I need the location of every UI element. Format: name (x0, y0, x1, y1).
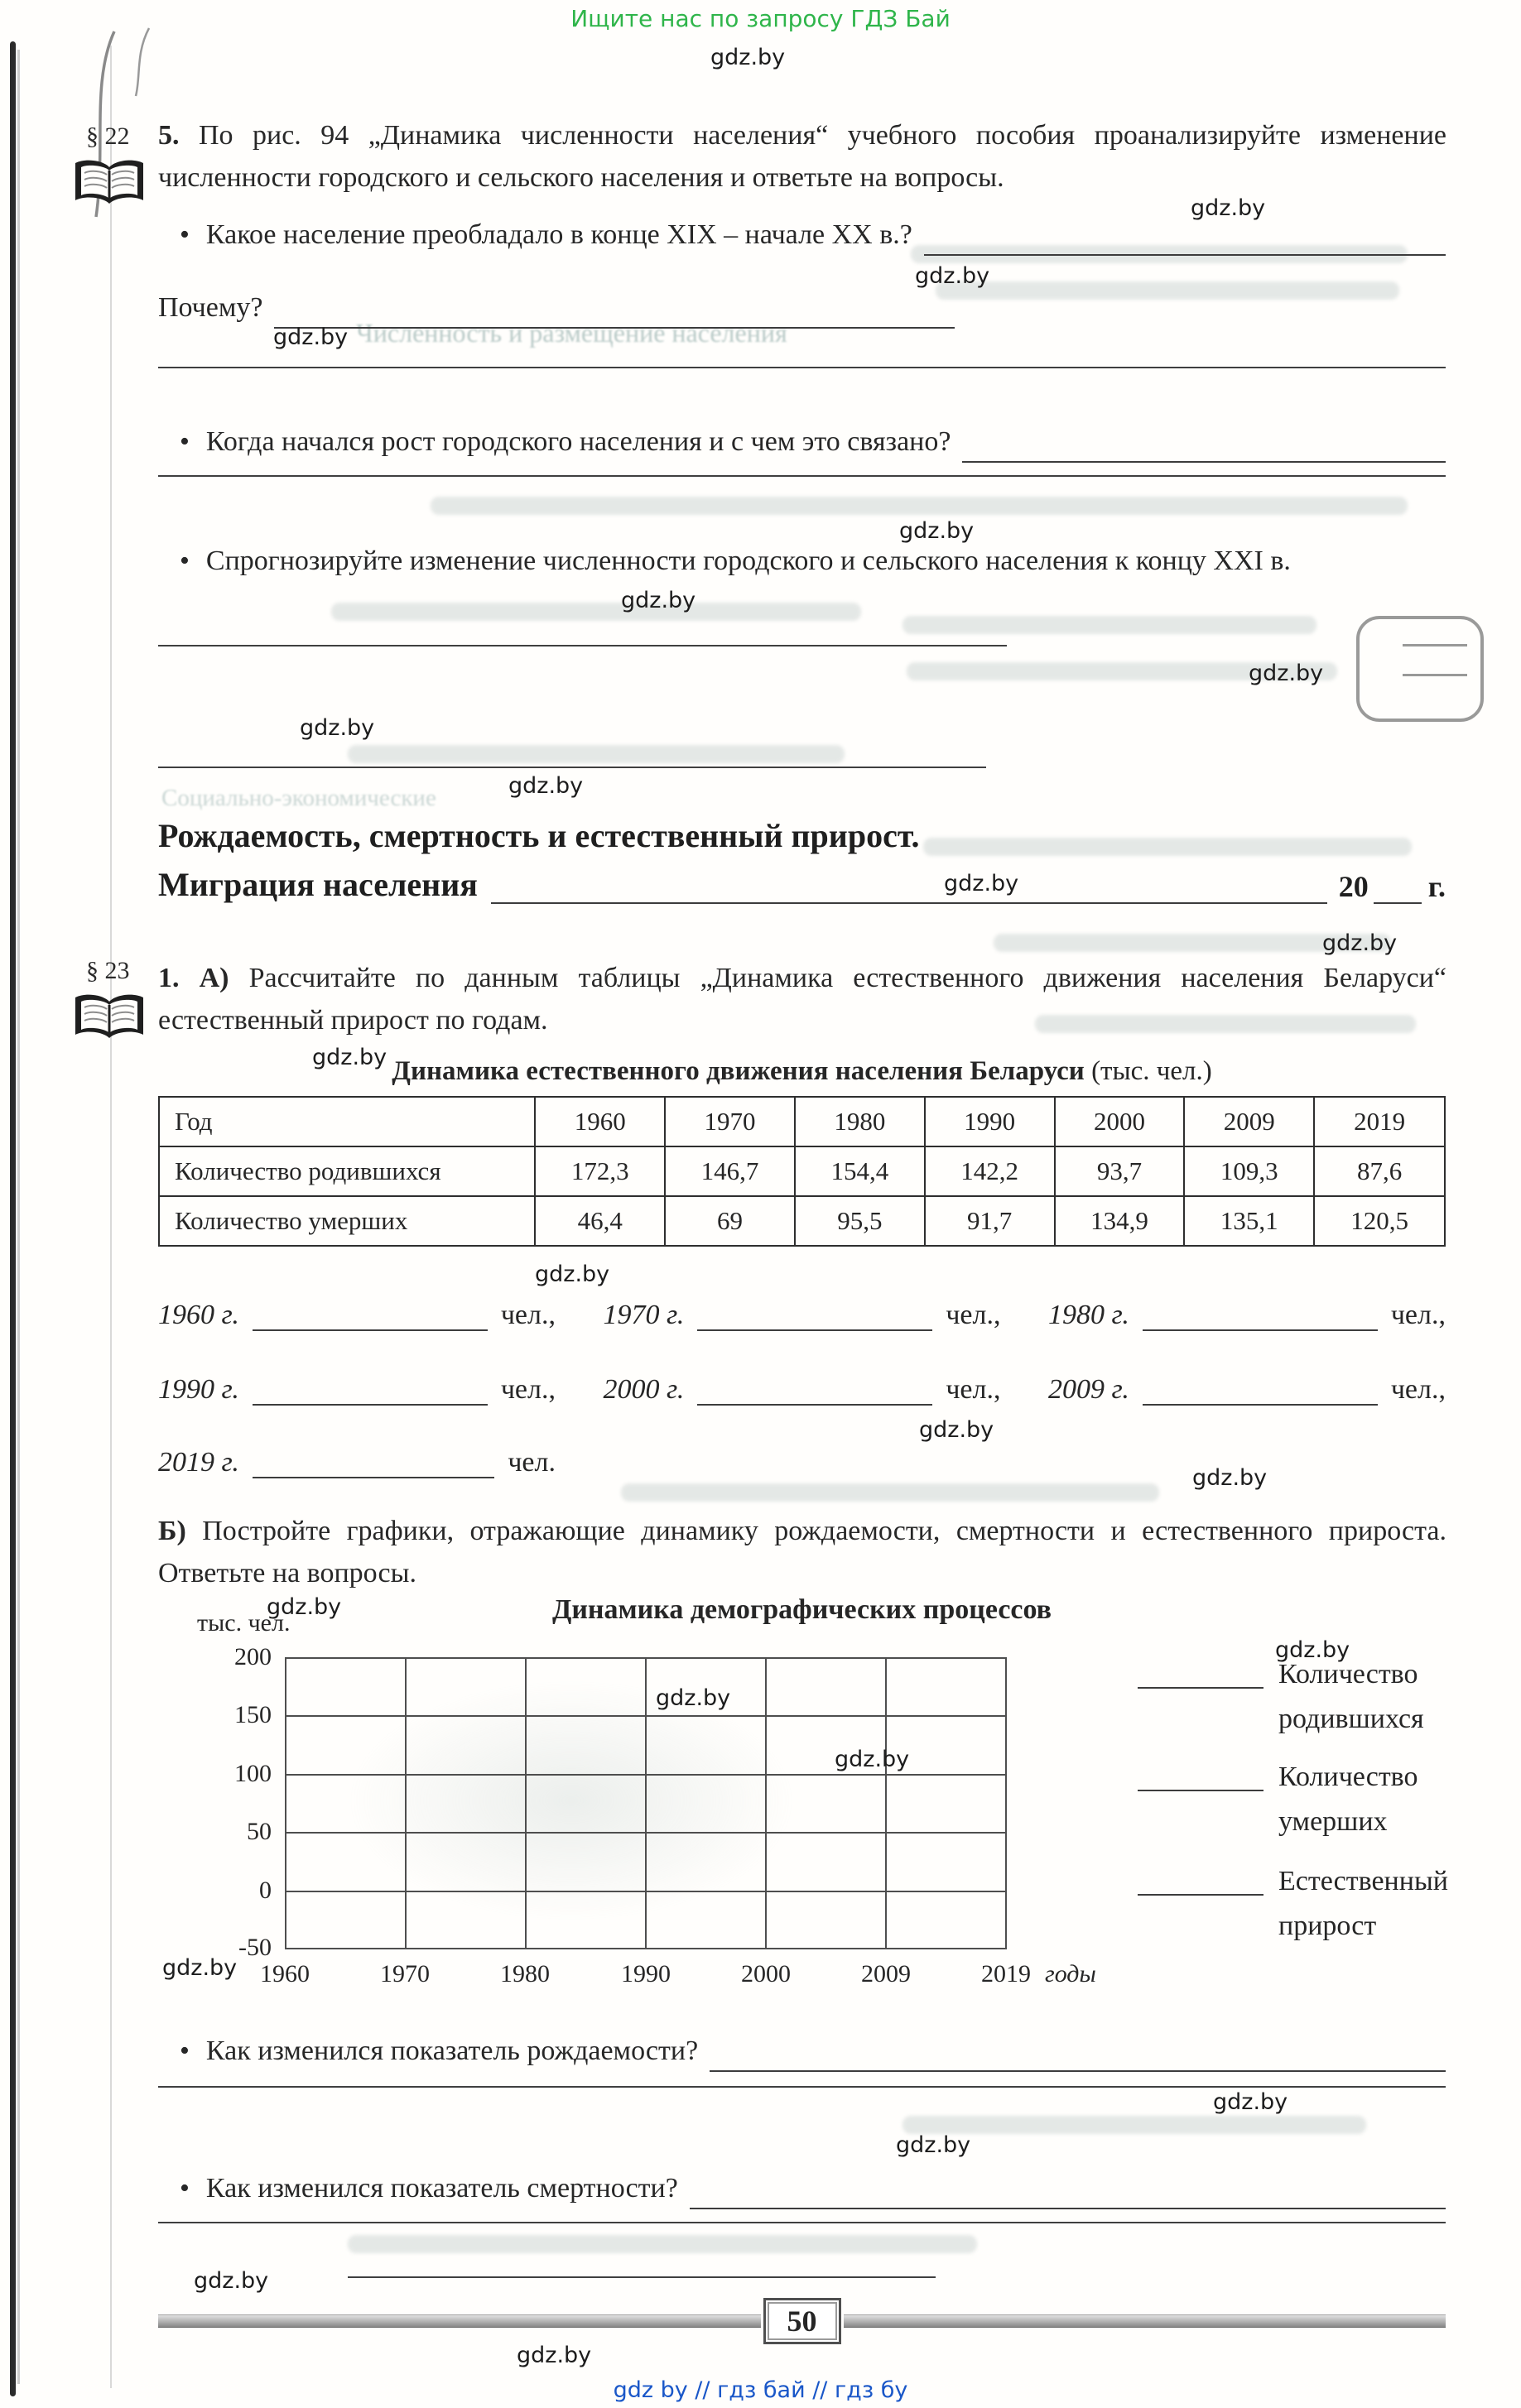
task5-number: 5. (158, 120, 180, 151)
page-edge-soft (17, 50, 20, 2384)
bullet-marker: • (180, 546, 190, 576)
gdz-watermark: gdz.by (194, 2268, 269, 2294)
gdz-watermark: gdz.by (312, 1045, 387, 1070)
blanks-row-1 (158, 1296, 1446, 1331)
table-cell: 142,2 (925, 1146, 1055, 1196)
chart-grid (285, 1657, 1007, 1949)
task1b-label: Б) (158, 1516, 186, 1546)
table-cell: 134,9 (1055, 1196, 1185, 1246)
table-header-cell: Год (159, 1097, 535, 1146)
task1b-text: Постройте графики, отражающие динамику рождаемости, смертности и естественного прироста. Ответьте на вопросы. (158, 1516, 1446, 1589)
topic-title-row2 (158, 863, 1446, 904)
legend-text: Количество (1278, 1762, 1418, 1792)
gdz-watermark: gdz.by (1249, 661, 1324, 686)
task1b-paragraph (158, 1510, 1446, 1594)
gdz-watermark: gdz.by (896, 2132, 971, 2158)
unit-label: чел. (508, 1447, 556, 1478)
task1-number: 1. (158, 963, 180, 993)
table-cell: 69 (665, 1196, 795, 1246)
table-header-cell: 1960 (535, 1097, 665, 1146)
bullet-marker: • (180, 2036, 190, 2066)
gdz-watermark: gdz.by (710, 45, 786, 70)
table-title-text: Динамика естественного движения населения Беларуси (392, 1056, 1085, 1086)
table-row-label: Количество родившихся (159, 1146, 535, 1196)
answer-line (158, 767, 986, 768)
bullet-marker: • (180, 2173, 190, 2204)
question-text: Почему? (158, 292, 263, 323)
answer-blank (253, 1296, 488, 1331)
chart-title: Динамика демографических процессов (551, 1594, 1052, 1625)
topic-title-line1: Рождаемость, смертность и естественный прирост. (158, 817, 920, 854)
answer-blank (924, 219, 1446, 256)
x-tick: 2000 (741, 1960, 791, 1987)
question-birth-rate (180, 2030, 1446, 2072)
x-tick: 1960 (260, 1960, 310, 1987)
bleed-through-text (936, 281, 1399, 300)
blanks-row-2 (158, 1371, 1446, 1406)
question-text: Какое население преобладало в конце XIX – начале XX в.? (205, 219, 912, 250)
gdz-watermark: gdz.by (508, 773, 584, 799)
section-23-label: § 23 (86, 957, 130, 984)
topic-title-line2: Миграция населения (158, 866, 478, 903)
bleed-through-line: Социально-экономические (161, 785, 436, 811)
legend-text: Естественный (1278, 1866, 1448, 1896)
year-blank-group (604, 1296, 1001, 1331)
unit-label: чел., (946, 1374, 1001, 1405)
year-blank (1374, 863, 1422, 904)
legend-text: Количество (1278, 1659, 1418, 1689)
year-blank-group (158, 1296, 556, 1331)
gdz-watermark: gdz.by (1322, 930, 1398, 956)
gdz-watermark: gdz.by (273, 324, 349, 350)
legend-line-blank (1138, 1859, 1263, 1896)
gdz-watermark: gdz.by (1192, 1465, 1268, 1491)
year-blank-group (604, 1371, 1001, 1406)
legend-label (1278, 1652, 1424, 1742)
question-text: Как изменился показатель смертности? (205, 2173, 678, 2204)
bleed-through-text (348, 745, 845, 763)
table-cell: 154,4 (795, 1146, 925, 1196)
table-header-cell: 1980 (795, 1097, 925, 1146)
task5-question-3 (180, 540, 1446, 582)
answer-line (158, 367, 1446, 368)
bleed-through-text (348, 2235, 977, 2253)
legend-entry-deaths (1138, 1755, 1418, 1844)
question-text: Спрогнозируйте изменение численности городского и сельского населения к концу XXI в. (205, 546, 1291, 576)
legend-text: родившихся (1278, 1704, 1424, 1734)
question-text: Как изменился показатель рождаемости? (205, 2036, 699, 2066)
answer-blank (1143, 1371, 1378, 1406)
answer-line (158, 645, 1007, 646)
bleed-through-text (923, 838, 1412, 856)
year-blank-group (158, 1444, 556, 1478)
table-row-label: Количество умерших (159, 1196, 535, 1246)
table-cell: 87,6 (1314, 1146, 1445, 1196)
table-header-cell: 2000 (1055, 1097, 1185, 1146)
legend-entry-natural-increase (1138, 1859, 1448, 1949)
gdz-watermark: gdz.by (300, 715, 375, 741)
gdz-watermark: gdz.by (1191, 195, 1266, 221)
answer-blank (710, 2036, 1446, 2072)
bullet-marker: • (180, 219, 190, 250)
legend-line-blank (1138, 1755, 1263, 1791)
year-prefix: 20 (1338, 870, 1369, 903)
task5-question-2 (180, 421, 1446, 463)
y-tick: 100 (234, 1760, 272, 1787)
legend-line-blank (1138, 1652, 1263, 1689)
answer-blank (690, 2173, 1446, 2209)
top-banner: Ищите нас по запросу ГДЗ Бай (570, 5, 951, 32)
open-book-icon (71, 157, 147, 210)
gdz-watermark: gdz.by (162, 1955, 238, 1981)
y-tick: 150 (234, 1701, 272, 1728)
answer-blank (253, 1444, 495, 1478)
answer-blank (274, 292, 955, 329)
table-cell: 120,5 (1314, 1196, 1445, 1246)
task1a-text: Рассчитайте по данным таблицы „Динамика естественного движения населения Беларуси“ естественный прирост по годам. (158, 963, 1447, 1036)
section-22-label: § 22 (86, 123, 130, 150)
year-blank-group (1048, 1371, 1446, 1406)
year-blank-group (158, 1371, 556, 1406)
table-cell: 172,3 (535, 1146, 665, 1196)
year-label: 2019 г. (158, 1447, 239, 1478)
year-label: 2000 г. (603, 1374, 685, 1405)
bullet-marker: • (180, 426, 190, 457)
year-label: 1990 г. (158, 1374, 239, 1405)
y-tick: 0 (259, 1877, 272, 1904)
answer-blank (962, 426, 1446, 463)
table-header-cell: 1990 (925, 1097, 1055, 1146)
ribbon-bar (844, 2314, 1446, 2328)
y-tick: 50 (247, 1818, 272, 1845)
answer-line (348, 2276, 936, 2278)
gdz-watermark: gdz.by (621, 588, 696, 613)
unit-label: чел., (1390, 1374, 1446, 1405)
y-tick: -50 (238, 1934, 272, 1961)
bleed-through-text (431, 497, 1408, 515)
legend-text: умерших (1278, 1806, 1388, 1837)
ribbon-bar (158, 2314, 761, 2328)
answer-line (158, 2222, 1446, 2223)
x-tick: 1990 (621, 1960, 671, 1987)
answer-blank (697, 1296, 932, 1331)
x-tick: 1980 (500, 1960, 550, 1987)
gdz-watermark: gdz.by (535, 1262, 610, 1287)
gdz-watermark: gdz.by (656, 1685, 731, 1711)
bleed-through-frame-corner (1356, 616, 1484, 722)
open-book-icon (71, 992, 147, 1045)
population-dynamics-table (158, 1096, 1446, 1247)
gdz-watermark: gdz.by (899, 518, 975, 544)
task5-question-1-why (158, 286, 955, 329)
gdz-watermark: gdz.by (919, 1417, 994, 1443)
table-header-cell: 2019 (1314, 1097, 1445, 1146)
gdz-watermark: gdz.by (915, 263, 990, 289)
gdz-watermark: gdz.by (1275, 1637, 1350, 1663)
bleed-through-heading: Численность и размещение населения (356, 318, 787, 348)
unit-label: чел., (500, 1300, 556, 1330)
question-death-rate (180, 2167, 1446, 2209)
date-blank (491, 863, 1327, 904)
answer-blank (697, 1371, 932, 1406)
year-label: 1980 г. (1048, 1300, 1129, 1330)
page-number: 50 (763, 2298, 841, 2344)
table-cell: 135,1 (1184, 1196, 1314, 1246)
legend-label (1278, 1859, 1448, 1949)
table-cell: 91,7 (925, 1196, 1055, 1246)
y-axis-label: тыс. чел. (197, 1609, 291, 1637)
table-cell: 95,5 (795, 1196, 925, 1246)
table-cell: 93,7 (1055, 1146, 1185, 1196)
answer-blank (1143, 1296, 1378, 1331)
table-header-cell: 2009 (1184, 1097, 1314, 1146)
bleed-through-text (902, 616, 1316, 634)
year-suffix: г. (1427, 870, 1446, 903)
task1a-paragraph (158, 957, 1446, 1041)
year-label: 2009 г. (1048, 1374, 1129, 1405)
gdz-watermark: gdz.by (1213, 2089, 1288, 2115)
footer-links[interactable]: gdz by // гдз бай // гдз бу (613, 2377, 908, 2403)
page-footer-ribbon (158, 2298, 1446, 2344)
page-edge-shadow (10, 41, 16, 2396)
legend-label (1278, 1755, 1418, 1844)
x-tick: 2009 (861, 1960, 911, 1987)
unit-label: чел., (946, 1300, 1001, 1330)
gdz-watermark: gdz.by (835, 1747, 910, 1772)
gdz-watermark: gdz.by (267, 1594, 342, 1620)
answer-line (158, 475, 1446, 477)
gdz-watermark: gdz.by (944, 871, 1019, 896)
question-text: Когда начался рост городского населения и с чем это связано? (205, 426, 951, 457)
year-label: 1970 г. (603, 1300, 685, 1330)
bleed-through-text (621, 1483, 1159, 1502)
table-header-row (159, 1097, 1445, 1146)
x-tick: 2019 (981, 1960, 1031, 1987)
table-cell: 146,7 (665, 1146, 795, 1196)
y-tick: 200 (234, 1643, 272, 1670)
unit-label: чел., (500, 1374, 556, 1405)
table-cell: 46,4 (535, 1196, 665, 1246)
year-blank-group (1048, 1296, 1446, 1331)
table-row (159, 1146, 1445, 1196)
binding-crease-line (110, 46, 112, 2388)
task5-text: По рис. 94 „Динамика численности населения“ учебного пособия проанализируйте изменение численности городского и сельского населения и ответьте на вопросы. (158, 120, 1447, 193)
legend-entry-births (1138, 1652, 1424, 1742)
task5-paragraph (158, 114, 1446, 199)
x-axis-label: годы (1045, 1960, 1096, 1987)
answer-line (158, 2086, 1446, 2088)
x-tick: 1970 (380, 1960, 430, 1987)
unit-label: чел., (1390, 1300, 1446, 1330)
table-cell: 109,3 (1184, 1146, 1314, 1196)
gdz-watermark: gdz.by (517, 2343, 592, 2368)
year-label: 1960 г. (158, 1300, 239, 1330)
answer-blank (253, 1371, 488, 1406)
task1a-label: А) (199, 963, 229, 993)
table-title-units: (тыс. чел.) (1091, 1056, 1212, 1086)
legend-text: прирост (1278, 1911, 1377, 1941)
table-row (159, 1196, 1445, 1246)
table-header-cell: 1970 (665, 1097, 795, 1146)
bleed-through-text (902, 2116, 1366, 2134)
bleed-through-text (331, 603, 861, 621)
